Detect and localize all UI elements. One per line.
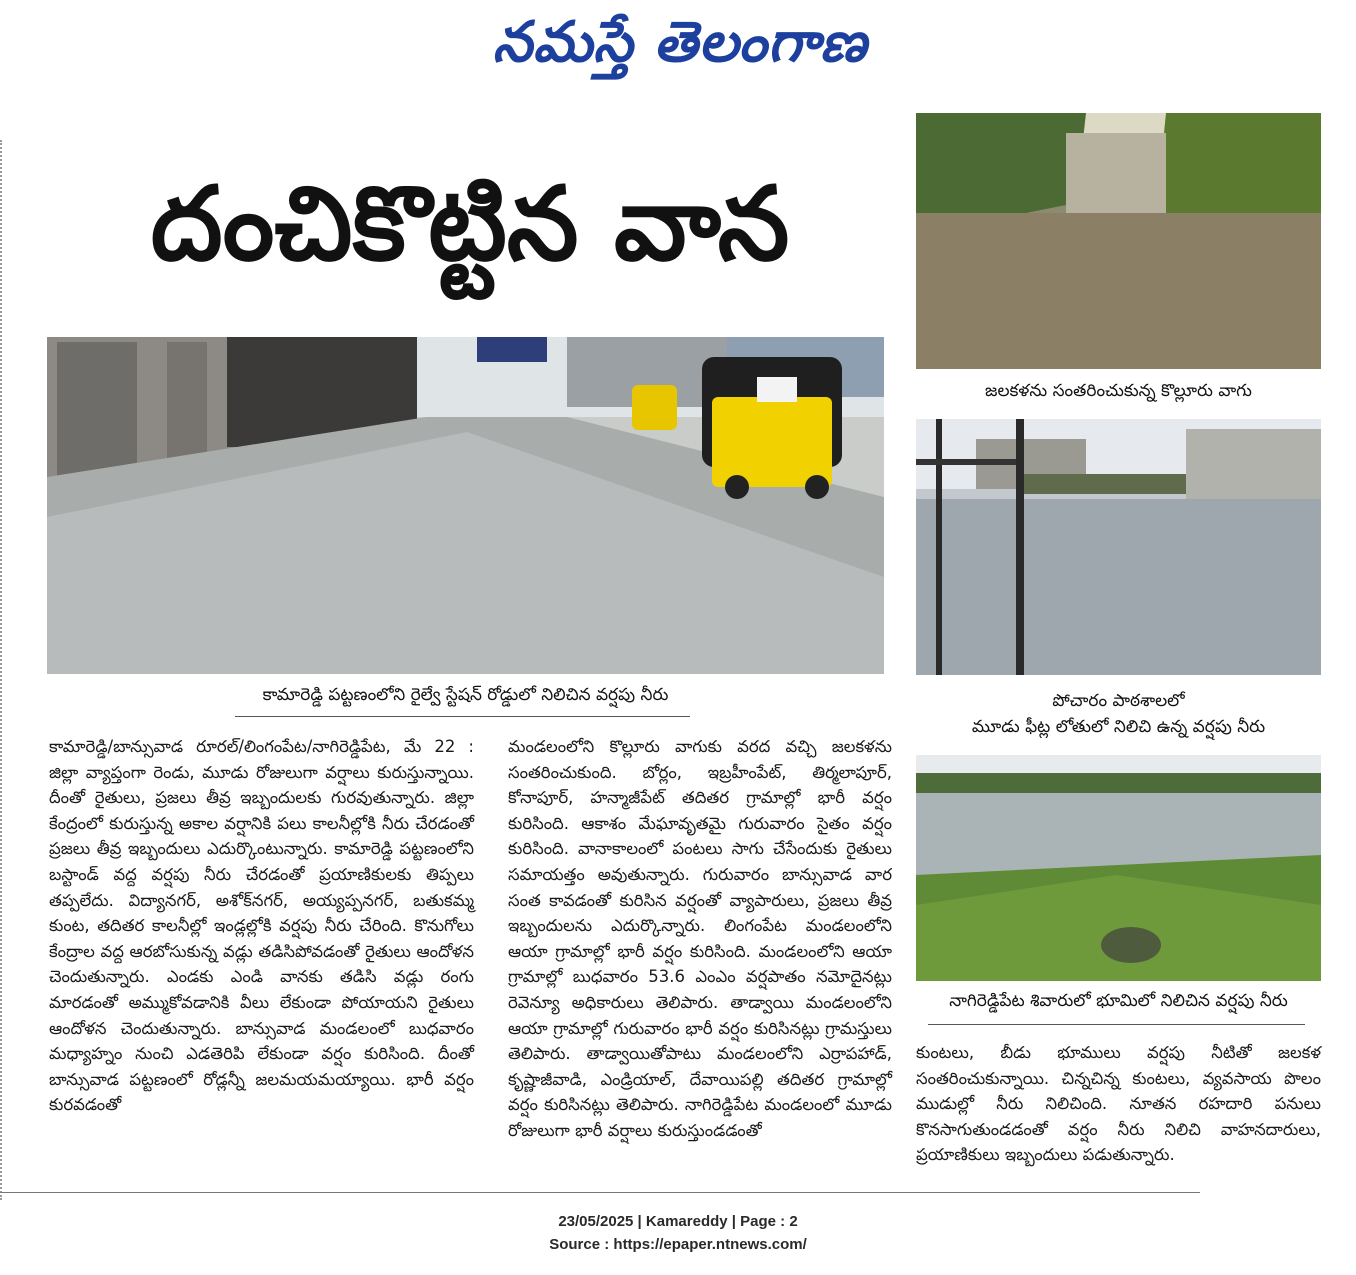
newspaper-masthead: నమస్తే తెలంగాణ <box>492 10 868 75</box>
caption-underline <box>235 716 690 717</box>
photo-kolluru-caption: జలకళను సంతరించుకున్న కొల్లూరు వాగు <box>985 381 1252 401</box>
footer-source: Source : https://epaper.ntnews.com/ <box>549 1236 807 1253</box>
article-column-2: మండలంలోని కొల్లూరు వాగుకు వరద వచ్చి జలకళను సంతరించుకుంది. బోర్లం, ఇబ్రహీంపేట్, తిర్మలాపూర్, కోనాపూర్, హన్మాజీపేట్ తదితర గ్రామాల్లో భారీ వర్షం కురిసింది. ఆకాశం మేఘావృతమై గురువారం సైతం వర్షం కురిసింది. వానాకాలంలో పంటలు సాగు చేసేందుకు రైతులు సమాయత్తం అవుతున్నారు. గురువారం బాన్సువాడ వార సంత కావడంతో కురిసిన వర్షంతో వ్యాపారులు, ప్రజలు తీవ్ర ఇబ్బందులను ఎదుర్కొన్నారు. లింగంపేట మండలంలోని ఆయా గ్రామాల్లో భారీ వర్షం కురిసింది. మండలంలోని ఆయా గ్రామాల్లో బుధవారం 53.6 ఎంఎం వర్షపాతం నమోదైనట్లు రెవెన్యూ అధికారులు తెలిపారు. తాడ్వాయి మండలంలోని ఆయా గ్రామాల్లో గురువారం భారీ వర్షం కురిసినట్లు గ్రామస్తులు తెలిపారు. తాడ్వాయితోపాటు మండలంలోని ఎర్రాపహాడ్, కృష్ణాజీవాడి, ఎండ్రియాల్, దేవాయిపల్లి తదితర గ్రామాల్లో వర్షం కురిసినట్లు తెలిపారు. నాగిరెడ్డిపేట మండలంలో మూడు రోజులుగా భారీ వర్షాలు కురుస్తుండడంతో <box>508 737 892 1140</box>
footer-date-edition: 23/05/2025 | Kamareddy | Page : 2 <box>558 1213 798 1230</box>
photo-pocharam-caption <box>916 688 1321 740</box>
article-column-3: కుంటలు, బీడు భూములు వర్షపు నీటితో జలకళ సంతరించుకున్నాయి. చిన్నచిన్న కుంటలు, వ్యవసాయ పొలం ముడుల్లో నీరు నిలిచింది. నూతన రహదారి పనులు కొనసాగుతుండడంతో వర్షం నీరు నిలిచి వాహనదారులు, ప్రయాణికులు ఇబ్బందులు పడుతున్నారు. <box>916 1043 1321 1165</box>
main-photo-caption: కామారెడ్డి పట్టణంలోని రైల్వే స్టేషన్ రోడ్డులో నిలిచిన వర్షపు నీరు <box>262 685 669 705</box>
photo-nagireddypet-caption: నాగిరెడ్డిపేట శివారులో భూమిలో నిలిచిన వర్షపు నీరు <box>949 991 1288 1011</box>
article-column-1: కామారెడ్డి/బాన్సువాడ రూరల్/లింగంపేట/నాగిరెడ్డిపేట, మే 22 : జిల్లా వ్యాప్తంగా రెండు, మూడు రోజులుగా వర్షాలు కురుస్తున్నాయి. దీంతో రైతులు, ప్రజలు తీవ్ర ఇబ్బందులకు గురవుతున్నారు. జిల్లా కేంద్రంలో కురుస్తున్న అకాల వర్షానికి పలు కాలనీల్లోకి నీరు చేరడంతో ప్రజలు తీవ్ర ఇబ్బందులు ఎదుర్కొంటున్నారు. కామారెడ్డి పట్టణంలోని బస్టాండ్ వద్ద వర్షపు నీరు చేరడంతో ప్రయాణికులకు తిప్పలు తప్పలేదు. విద్యానగర్, అశోక్‌నగర్, అయ్యప్పనగర్, బతుకమ్మ కుంట, తదితర కాలనీల్లో ఇండ్లల్లోకి వర్షపు నీరు చేరింది. కొనుగోలు కేంద్రాల వద్ద ఆరబోసుకున్న వడ్లు తడిసిపోవడంతో రైతులు ఆందోళన చెందుతున్నారు. ఎండకు ఎండి వానకు తడిసి వడ్లు రంగు మారడంతో అమ్ముకోవడానికి వీలు లేకుండా పోయాయని రైతులు ఆందోళన చెందుతున్నారు. బాన్సువాడ మండలంలో బుధవారం మధ్యాహ్నం నుంచి ఎడతెరిపి లేకుండా వర్షం కురిసింది. దీంతో బాన్సువాడ పట్టణంలో రోడ్లన్నీ జలమయమయ్యాయి. భారీ వర్షం కురవడంతో <box>49 737 474 1115</box>
photo-pocharam-caption-line2: మూడు ఫీట్ల లోతులో నిలిచి ఉన్న వర్షపు నీరు <box>971 717 1266 737</box>
photo-nagireddypet-field <box>916 755 1321 981</box>
page-edge-marks <box>0 140 6 1200</box>
footer-rule <box>0 1192 1200 1193</box>
main-photo-flooded-road <box>47 337 884 674</box>
caption-underline-right <box>928 1024 1305 1025</box>
article-headline: దంచికొట్టిన వాన <box>150 165 790 284</box>
photo-kolluru-stream <box>916 113 1321 369</box>
photo-pocharam-school <box>916 419 1321 675</box>
footer <box>0 1210 1356 1256</box>
photo-pocharam-caption-line1: పోచారం పాఠశాలలో <box>1052 691 1185 711</box>
